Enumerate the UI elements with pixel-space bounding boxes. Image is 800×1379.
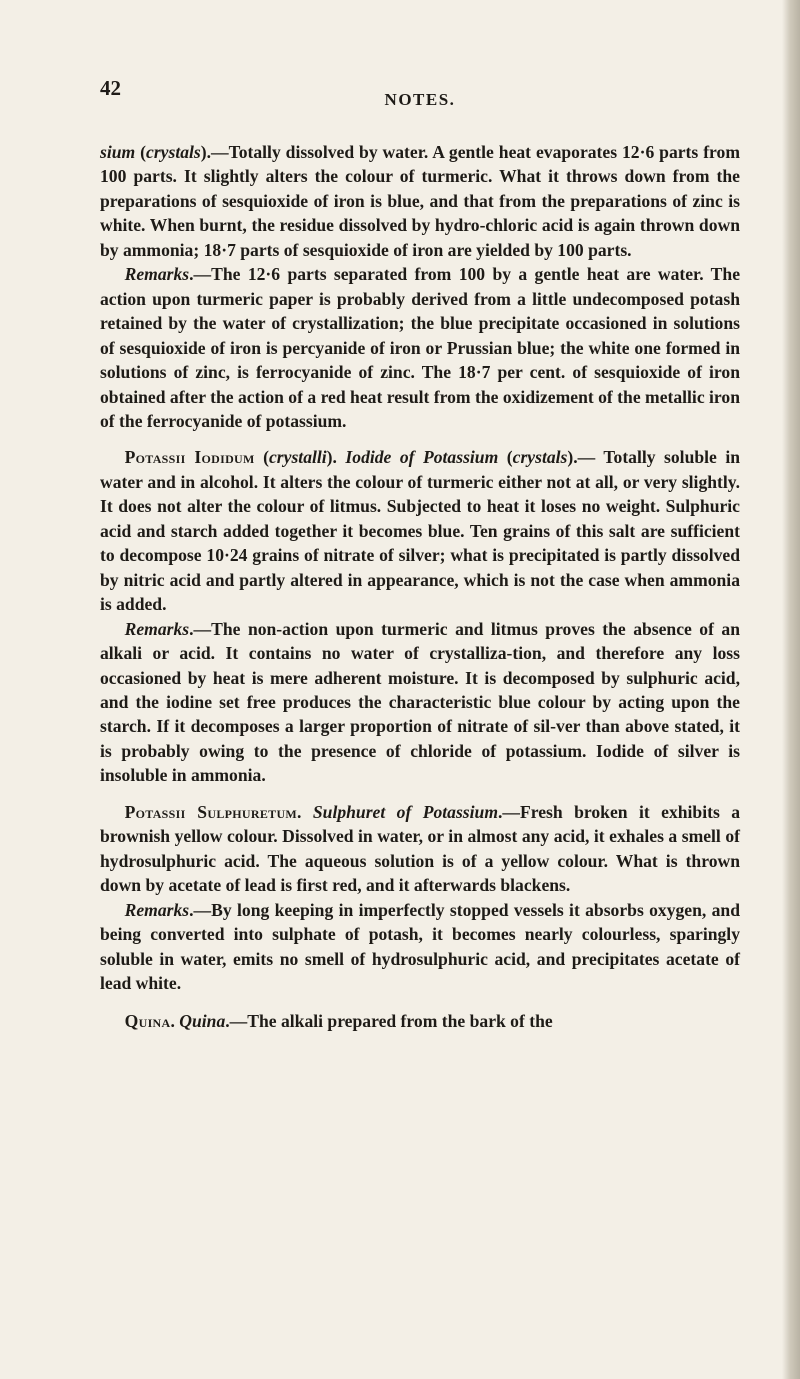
- page-number: 42: [100, 76, 121, 100]
- text-run: .—By long keeping in imperfectly stopped vessels it absorbs oxygen, and being converted into sulphate of potash, it becomes nearly colourless, sparingly soluble in water, emits no smell of hydrosulphuric acid, and precipitates acetate of lead white.: [100, 899, 740, 993]
- text-run: .—Fresh broken it exhibits a brownish yellow colour. Dissolved in water, or in almost any acid, it exhales a smell of hydrosulphuric acid. The aqueous solution is of a yellow colour. What is thrown down by acetate of lead is first red, and it afterwards blackens.: [100, 801, 741, 896]
- italic-run: Iodide of Potassium: [345, 447, 499, 468]
- text-run: .—The 12·6 parts separated from 100 by a gentle heat are water. The action upon turmeric paper is probably derived from a little undecomposed potash retained by the water of crystallization; the blue precipitate occasioned in solutions of sesquioxide of iron is percyanide of iron or Prussian blue; the white one formed in solutions of zinc, is ferrocyanide of zinc. The 18·7 per cent. of sesquioxide of iron obtained after the action of a red heat result from the oxidizement of the metallic iron of the ferrocyanide of potassium.: [100, 264, 740, 431]
- body-text: [100, 140, 740, 1034]
- italic-run: crystalli: [269, 447, 327, 468]
- paragraph-remarks-ferrocyanide: [100, 262, 740, 433]
- italic-run: sium: [100, 142, 136, 162]
- paragraph-quina: [100, 1009, 740, 1033]
- italic-run: crystals: [512, 447, 568, 468]
- page-edge-shadow: [782, 0, 800, 1379]
- italic-run: Remarks: [124, 264, 190, 285]
- paragraph-potassium-sulphuret: [100, 800, 740, 898]
- text-run: ).— Totally soluble in water and in alcohol. It alters the colour of turmeric either not at all, or very slightly. It does not alter the colour of litmus. Subjected to heat it loses no weight. Sulphuric acid and starch added together it becomes blue. Ten grains of this salt are sufficient to decompose 10·24 grains of nitrate of silver; what is precipitated is partly dissolved by nitric acid and partly altered in appearance, which is not the case when ammonia is added.: [100, 447, 740, 615]
- italic-run: crystals: [146, 142, 201, 162]
- italic-run: Remarks: [124, 618, 190, 639]
- paragraph-potassium-iodide: [100, 445, 740, 616]
- running-head: NOTES.: [384, 90, 456, 109]
- text-run: .: [170, 1011, 180, 1032]
- section-heading: Potassii Iodidum: [124, 447, 255, 468]
- italic-run: Sulphuret of Potassium: [312, 801, 499, 822]
- page-header: [100, 76, 740, 109]
- text-run: ).: [326, 447, 346, 468]
- text-run: .—The alkali prepared from the bark of the: [225, 1011, 553, 1032]
- text-run: ).—Totally dissolved by water. A gentle heat evaporates 12·6 parts from 100 parts. It slightly alters the colour of turmeric. What it throws down from the preparations of sesquioxide of iron is blue, and that from the preparations of zinc is white. When burnt, the residue dissolved by hydro-chloric acid is again thrown down by ammonia; 18·7 parts of sesquioxide of iron are yielded by 100 parts.: [100, 142, 740, 260]
- section-heading: Potassii Sulphuretum: [124, 801, 298, 822]
- paragraph-remarks-sulphuret: [100, 898, 740, 996]
- text-run: .—The non-action upon turmeric and litmus proves the absence of an alkali or acid. It contains no water of crystalliza-tion, and therefore any loss occasioned by heat is mere adherent moisture. It is decomposed by sulphuric acid, and the iodine set free produces the characteristic blue colour by acting upon the starch. If it decomposes a larger proportion of nitrate of sil-ver than above stated, it is probably owing to the presence of chloride of potassium. Iodide of silver is insoluble in ammonia.: [100, 618, 740, 786]
- section-heading: Quina: [124, 1011, 171, 1032]
- paragraph-potassium-ferrocyanide: [100, 140, 740, 262]
- italic-run: Quina: [179, 1011, 226, 1032]
- text-run: .: [297, 801, 313, 822]
- text-run: (: [135, 142, 147, 162]
- paragraph-remarks-iodide: [100, 617, 740, 788]
- italic-run: Remarks: [124, 899, 190, 920]
- text-run: (: [254, 447, 269, 468]
- text-run: (: [498, 447, 513, 468]
